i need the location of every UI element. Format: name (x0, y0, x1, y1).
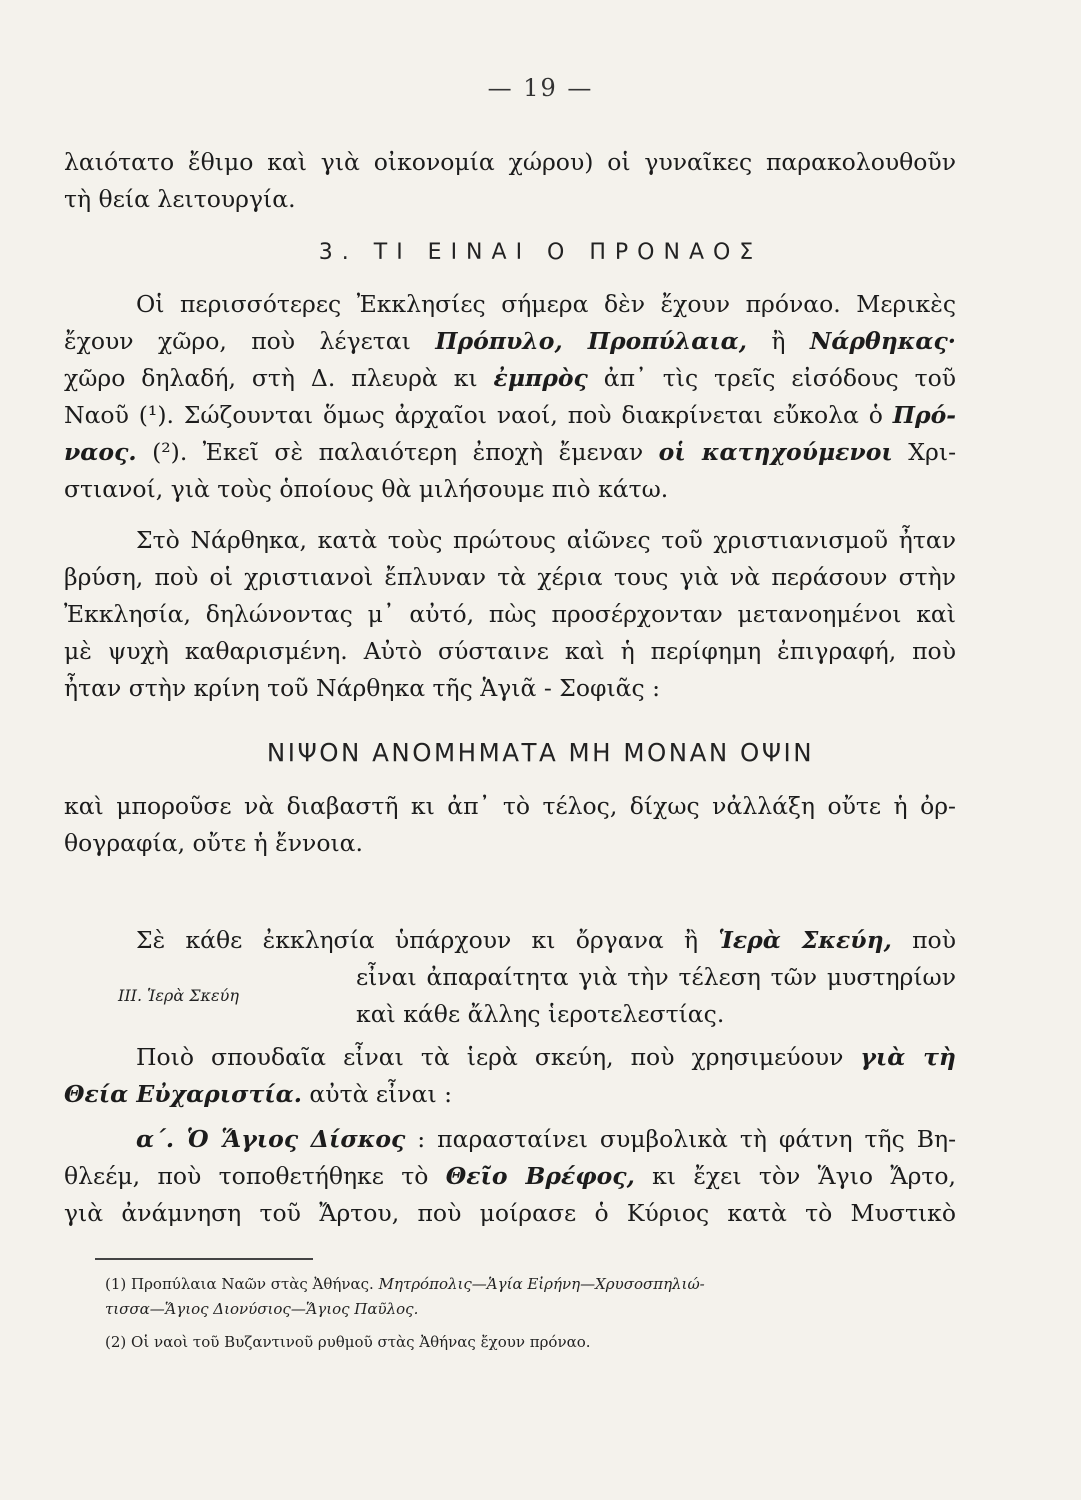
section-heading: 3. ΤΙ ΕΙΝΑΙ Ο ΠΡΟΝΑΟΣ (318, 240, 763, 265)
emphasis-term: Θεῖο Βρέφος, (445, 1162, 635, 1190)
emphasis-term: α΄. Ὁ Ἅγιος Δίσκος (136, 1125, 406, 1153)
paragraph-narthex (64, 522, 956, 707)
inscription: ΝΙΨΟΝ ΑΝΟΜΗΜΑΤΑ ΜΗ ΜΟΝΑΝ ΟΨΙΝ (266, 738, 815, 767)
intro-paragraph (64, 144, 956, 218)
emphasis-term: Νάρθηκας· (809, 327, 956, 355)
footnote-1: (1) Προπύλαια Ναῶν στὰς Ἀθήνας. Μητρόπολις—Ἁγία Εἰρήνη—Χρυσοσπηλιώ- (105, 1275, 705, 1293)
text-line: Ναοῦ (¹). Σώζουνται ὅμως ἀρχαῖοι ναοί, ποὺ διακρίνεται εὔκολα ὁ Πρό- (64, 401, 956, 429)
text-line: εἶναι ἀπαραίτητα γιὰ τὴν τέλεση τῶν μυστηρίων (356, 963, 956, 991)
footnote-divider (95, 1258, 313, 1260)
paragraph-palindrome (64, 788, 956, 862)
emphasis-term: ναος. (64, 438, 137, 466)
text-line: Οἱ περισσότερες Ἐκκλησίες σήμερα δὲν ἔχουν πρόναο. Μερικὲς (136, 290, 956, 318)
emphasis-term: ἐμπρὸς (493, 364, 588, 392)
paragraph-eucharist (64, 1039, 956, 1113)
text-line: στιανοί, γιὰ τοὺς ὁποίους θὰ μιλήσουμε πιὸ κάτω. (64, 475, 669, 503)
text-line: γιὰ ἀνάμνηση τοῦ Ἄρτου, ποὺ μοίρασε ὁ Κύριος κατὰ τὸ Μυστικὸ (64, 1199, 956, 1227)
text-line: τὴ θεία λειτουργία. (64, 185, 296, 213)
text-line: θλεέμ, ποὺ τοποθετήθηκε τὸ Θεῖο Βρέφος, κι ἔχει τὸν Ἅγιο Ἄρτο, (64, 1162, 957, 1190)
footnotes (105, 1272, 945, 1355)
side-label: ΙΙΙ. Ἱερὰ Σκεύη (118, 986, 239, 1005)
emphasis-term: Θεία Εὐχαριστία. (64, 1080, 302, 1108)
text-line: ναος. (²). Ἐκεῖ σὲ παλαιότερη ἐποχὴ ἔμεναν οἱ κατηχούμενοι Χρι- (64, 438, 957, 466)
text-line: λαιότατο ἔθιμο καὶ γιὰ οἰκονομία χώρου) οἱ γυναῖκες παρακολουθοῦν (64, 148, 956, 176)
emphasis-term: Ἱερὰ Σκεύη, (718, 926, 892, 954)
emphasis-term: Πρόπυλο, Προπύλαια, (435, 327, 747, 355)
emphasis-term: γιὰ τὴ (860, 1043, 956, 1071)
text-line: Σὲ κάθε ἐκκλησία ὑπάρχουν κι ὄργανα ἢ Ἱερὰ Σκεύη, ποὺ (136, 926, 956, 954)
text-line: Θεία Εὐχαριστία. αὐτὰ εἶναι : (64, 1080, 453, 1108)
text-line: καὶ κάθε ἄλλης ἱεροτελεστίας. (356, 1000, 725, 1028)
paragraph-pronaos (64, 286, 956, 508)
text-line: καὶ μποροῦσε νὰ διαβαστῆ κι ἀπ᾽ τὸ τέλος, δίχως νἀλλάξη οὔτε ἡ ὀρ- (64, 792, 956, 820)
text-line: θογραφία, οὔτε ἡ ἔννοια. (64, 829, 364, 857)
text-line: βρύση, ποὺ οἱ χριστιανοὶ ἔπλυναν τὰ χέρια τους γιὰ νὰ περάσουν στὴν (64, 563, 956, 591)
emphasis-term: οἱ κατηχούμενοι (658, 438, 893, 466)
paragraph-sacred-vessels (64, 922, 956, 1033)
text-line: ἔχουν χῶρο, ποὺ λέγεται Πρόπυλο, Προπύλαια, ἢ Νάρθηκας· (64, 327, 956, 355)
text-line: Ποιὸ σπουδαῖα εἶναι τὰ ἱερὰ σκεύη, ποὺ χρησιμεύουν γιὰ τὴ (136, 1043, 956, 1071)
text-line: ἦταν στὴν κρίνη τοῦ Νάρθηκα τῆς Ἁγιᾶ - Σοφιᾶς : (64, 674, 661, 702)
paragraph-diskos (64, 1121, 956, 1232)
emphasis-term: Πρό- (892, 401, 956, 429)
text-line: Στὸ Νάρθηκα, κατὰ τοὺς πρώτους αἰῶνες τοῦ χριστιανισμοῦ ἦταν (136, 526, 956, 554)
footnote-1-continued: τισσα—Ἅγιος Διονύσιος—Ἅγιος Παῦλος. (105, 1300, 419, 1318)
page-number: — 19 — (487, 74, 594, 102)
text-line: μὲ ψυχὴ καθαρισμένη. Αὐτὸ σύσταινε καὶ ἡ περίφημη ἐπιγραφή, ποὺ (64, 637, 956, 665)
text-line: Ἐκκλησία, δηλώνοντας μ᾽ αὐτό, πὼς προσέρχονταν μετανοημένοι καὶ (64, 600, 956, 628)
text-line: χῶρο δηλαδή, στὴ Δ. πλευρὰ κι ἐμπρὸς ἀπ᾽ τὶς τρεῖς εἰσόδους τοῦ (64, 364, 957, 392)
footnote-2: (2) Οἱ ναοὶ τοῦ Βυζαντινοῦ ρυθμοῦ στὰς Ἀθήνας ἔχουν πρόναο. (105, 1333, 591, 1351)
text-line: α΄. Ὁ Ἅγιος Δίσκος : παρασταίνει συμβολικὰ τὴ φάτνη τῆς Βη- (136, 1125, 957, 1153)
